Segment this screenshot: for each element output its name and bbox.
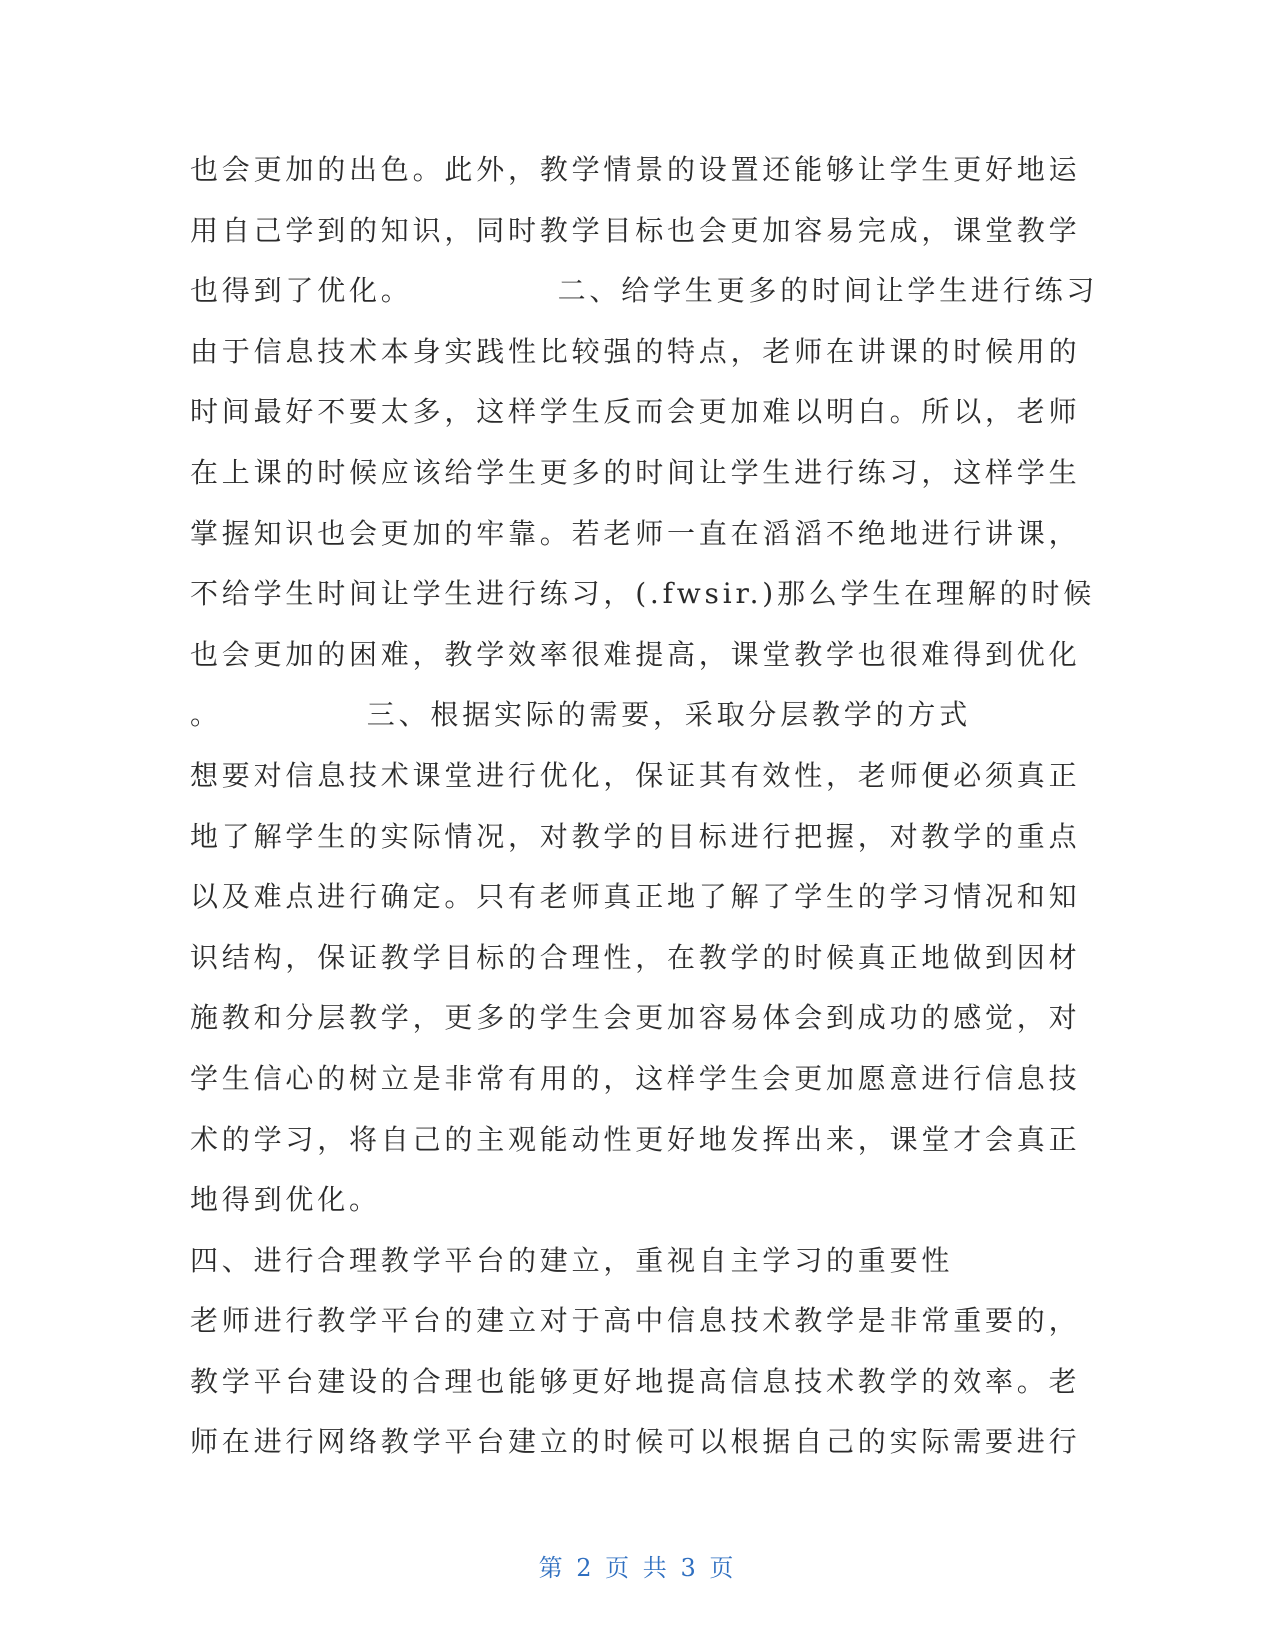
text-line: 在上课的时候应该给学生更多的时间让学生进行练习，这样学生 (190, 455, 1081, 489)
text-line: 术的学习，将自己的主观能动性更好地发挥出来，课堂才会真正 (190, 1122, 1081, 1156)
text-line: 想要对信息技术课堂进行优化，保证其有效性，老师便必须真正 (190, 758, 1081, 792)
page-number-footer: 第 2 页 共 3 页 (538, 1554, 737, 1582)
text-line: 地得到优化。 (190, 1183, 381, 1217)
text-line: 时间最好不要太多，这样学生反而会更加难以明白。所以，老师 (190, 395, 1081, 429)
text-line: 施教和分层教学，更多的学生会更加容易体会到成功的感觉，对 (190, 1001, 1081, 1035)
section-heading: 四、进行合理教学平台的建立，重视自主学习的重要性 (190, 1243, 954, 1277)
text-line: 地了解学生的实际情况，对教学的目标进行把握，对教学的重点 (190, 819, 1081, 853)
text-line: 老师进行教学平台的建立对于高中信息技术教学是非常重要的， (190, 1304, 1081, 1338)
text-line: 教学平台建设的合理也能够更好地提高信息技术教学的效率。老 (190, 1364, 1081, 1398)
body-text (190, 140, 1099, 1473)
text-line: 掌握知识也会更加的牢靠。若老师一直在滔滔不绝地进行讲课， (190, 516, 1081, 550)
text-line: 也得到了优化。 二、给学生更多的时间让学生进行练习 (190, 274, 1099, 308)
text-line: 也会更加的出色。此外，教学情景的设置还能够让学生更好地运 (190, 153, 1081, 186)
text-line: 也会更加的困难，教学效率很难提高，课堂教学也很难得到优化 (190, 637, 1081, 671)
text-line: 学生信心的树立是非常有用的，这样学生会更加愿意进行信息技 (190, 1061, 1081, 1095)
text-line: 识结构，保证教学目标的合理性，在教学的时候真正地做到因材 (190, 940, 1081, 974)
text-line: 由于信息技术本身实践性比较强的特点，老师在讲课的时候用的 (190, 334, 1081, 368)
text-line: 不给学生时间让学生进行练习，(.fwsir.)那么学生在理解的时候 (190, 577, 1096, 611)
section-heading-line: 。 三、根据实际的需要，采取分层教学的方式 (190, 698, 972, 732)
text-line: 用自己学到的知识，同时教学目标也会更加容易完成，课堂教学 (190, 213, 1081, 247)
text-line: 师在进行网络教学平台建立的时候可以根据自己的实际需要进行 (190, 1425, 1081, 1459)
text-line: 以及难点进行确定。只有老师真正地了解了学生的学习情况和知 (190, 880, 1081, 914)
